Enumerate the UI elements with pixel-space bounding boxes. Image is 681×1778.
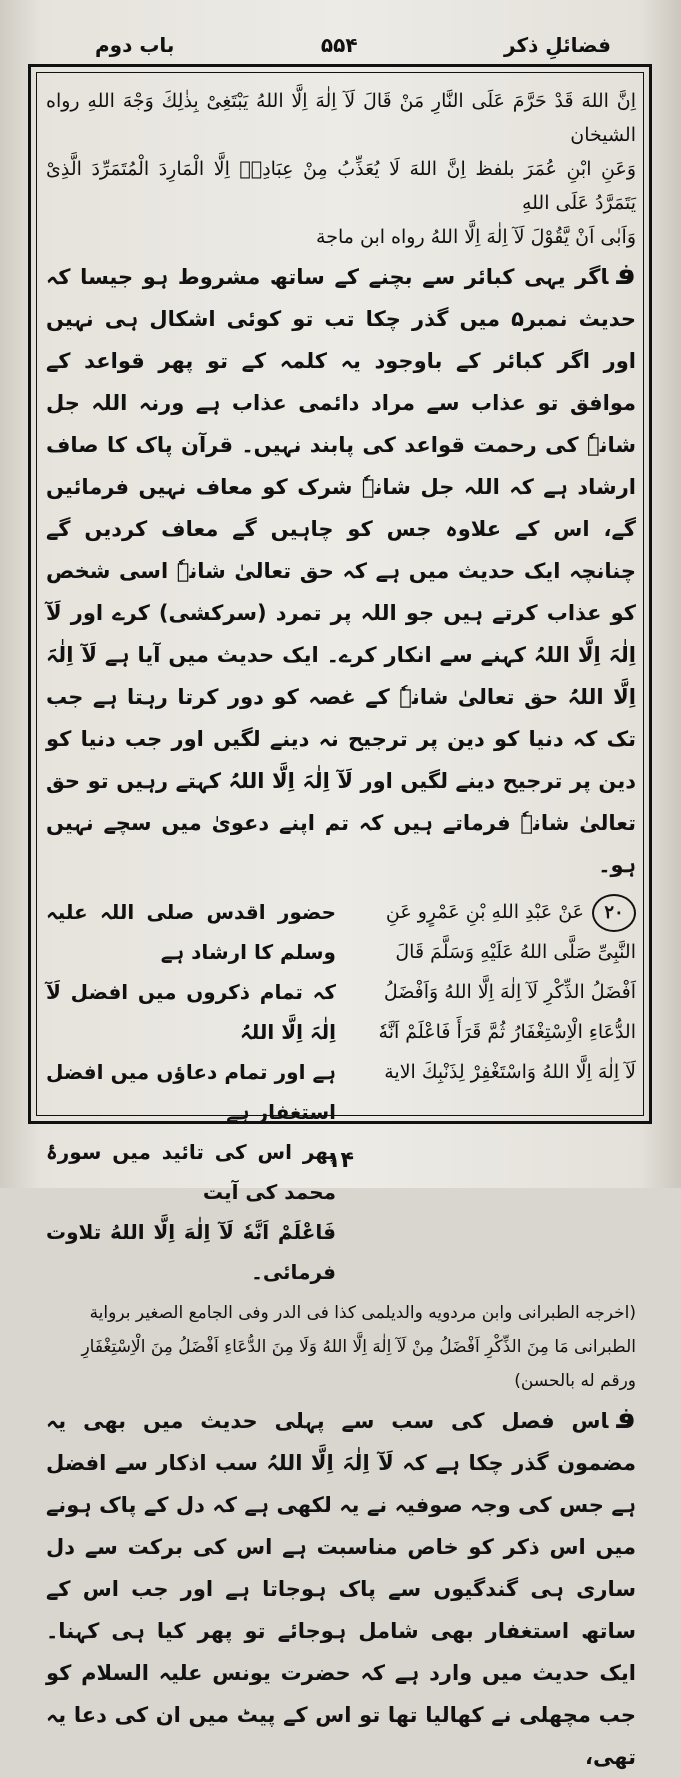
commentary-paragraph-2 [46,1398,636,1778]
commentary-text: اگر یہی کبائر سے بچنے کے ساتھ مشروط ہو جیسا کہ حدیث نمبر۵ میں گذر چکا تب تو کوئی اشکال ہی نہیں اور اگر کبائر کے باوجود یہ کلمہ کے تو پھر قواعد کے موافق تو عذاب سے مراد دائمی عذاب ہے ورنہ اللہ جل شانہٗ کی رحمت قواعد کی پابند نہیں۔ قرآن پاک کا صاف ارشاد ہے کہ اللہ جل شانہٗ شرک کو معاف نہیں فرمائیں گے، اس کے علاوہ جس کو چاہیں گے معاف کردیں گے چنانچہ ایک حدیث میں ہے کہ حق تعالیٰ شانہٗ اسی شخص کو عذاب کرتے ہیں جو اللہ پر تمرد (سرکشی) کرے اور لَآ اِلٰہَ اِلَّا اللہُ کہنے سے انکار کرے۔ ایک حدیث میں آیا ہے لَآ اِلٰہَ اِلَّا اللہُ حق تعالیٰ شانہٗ کے غصہ کو دور کرتا رہتا ہے جب تک کہ دنیا کو دین پر ترجیح نہ دینے لگیں اور جب دنیا کو دین پر ترجیح دینے لگیں اور لَآ اِلٰہَ اِلَّا اللہُ کہتے رہیں تو حق تعالیٰ شانہٗ فرماتے ہیں کہ تم اپنے دعویٰ میں سچے نہیں ہو۔ [46,265,637,877]
translation-line: پھر اس کی تائید میں سورۂ محمد کی آیت [46,1140,336,1204]
arabic-hadith-line: اِنَّ اللهَ قَدْ حَرَّمَ عَلَى النَّارِ مَنْ قَالَ لَآ اِلٰهَ اِلَّا اللهُ يَبْتَغِىْ بِذٰلِكَ وَجْهَ اللهِ رواه الشيخان [46,90,636,146]
chapter-label: باب دوم [95,33,175,57]
translation-line: ہے اور تمام دعاؤں میں افضل استغفار ہے [46,1060,336,1124]
hadith-arabic-line: لَآ اِلٰهَ اِلَّا اللهُ وَاسْتَغْفِرْ لِذَنْبِكَ الاية [384,1061,636,1083]
commentary-text: اس فصل کی سب سے پہلی حدیث میں بھی یہ مضمون گذر چکا ہے کہ لَآ اِلٰہَ اِلَّا اللہُ سب اذکار سے افضل ہے جس کی وجہ صوفیہ نے یہ لکھی ہے کہ دل کے پاک ہونے میں اس ذکر کو خاص مناسبت ہے اس کی برکت سے دل ساری ہی گندگیوں سے پاک ہوجاتا ہے اور جب اس کے ساتھ استغفار بھی شامل ہوجائے تو پھر کیا ہی کہنا۔ ایک حدیث میں وارد ہے کہ حضرت یونس علیہ السلام کو جب مچھلی نے کھالیا تھا تو اس کے پیٹ میں ان کی دعا یہ تھی، [46,1409,636,1769]
fa-marker: ف [616,1401,636,1436]
arabic-hadith-line: وَاَبٰى اَنْ يَّقُوْلَ لَآ اِلٰهَ اِلَّا اللهُ رواه ابن ماجة [316,226,636,248]
hadith-arabic-line: ۲۰عَنْ عَبْدِ اللهِ بْنِ عَمْرٍو عَنِ [336,892,636,932]
page-header [95,30,611,60]
footer-number: ۱۴ [327,1148,354,1173]
hadith-arabic-line: اَفْضَلُ الذِّكْرِ لَآ اِلٰهَ اِلَّا اللهُ وَاَفْضَلُ [383,981,636,1003]
reference-line: (اخرجه الطبرانى وابن مردويه والديلمى كذا فى الدر وفى الجامع الصغير برواية [89,1303,636,1323]
arabic-hadith-line: وَعَنِ ابْنِ عُمَرَ بلفظ اِنَّ اللهَ لَا يُعَذِّبُ مِنْ عِبَادِهٖ اِلَّا الْمَارِدَ الْمُتَمَرِّدَ الَّذِىْ يَتَمَرَّدُ عَلَى اللهِ [46,158,636,214]
translation-line: فَاعْلَمْ اَنَّهٗ لَآ اِلٰهَ اِلَّا اللهُ تلاوت فرمائی۔ [46,1220,336,1284]
page-number: ۵۵۴ [320,33,358,57]
hadith-translation [46,892,336,1292]
book-title: فضائلِ ذکر [504,33,611,57]
reference-line: ورقم له بالحسن) [514,1371,636,1391]
hadith-arabic [336,892,636,1292]
hadith-number: ۲۰ [592,894,636,932]
translation-line: حضور اقدس صلی اللہ علیہ وسلم کا ارشاد ہے [46,900,336,964]
hadith-arabic-line: الدُّعَاءِ الْاِسْتِغْفَارُ ثُمَّ قَرَأَ فَاعْلَمْ اَنَّهٗ [378,1021,636,1043]
hadith-block [46,892,636,1292]
commentary-paragraph [46,254,636,886]
reference-line: الطبرانى مَا مِنَ الذِّكْرِ اَفْضَلُ مِنْ لَآ اِلٰهَ اِلَّا اللهُ وَلَا مِنَ الدُّعَاءِ اَفْضَلُ مِنَ الْاِسْتِغْفَارِ [81,1337,636,1357]
fa-marker: ف [616,257,636,292]
translation-line: کہ تمام ذکروں میں افضل لَآ اِلٰہَ اِلَّا اللہُ [46,980,336,1044]
hadith-arabic-line: النَّبِىِّ صَلَّى اللهُ عَلَيْهِ وَسَلَّمَ قَالَ [395,941,636,963]
